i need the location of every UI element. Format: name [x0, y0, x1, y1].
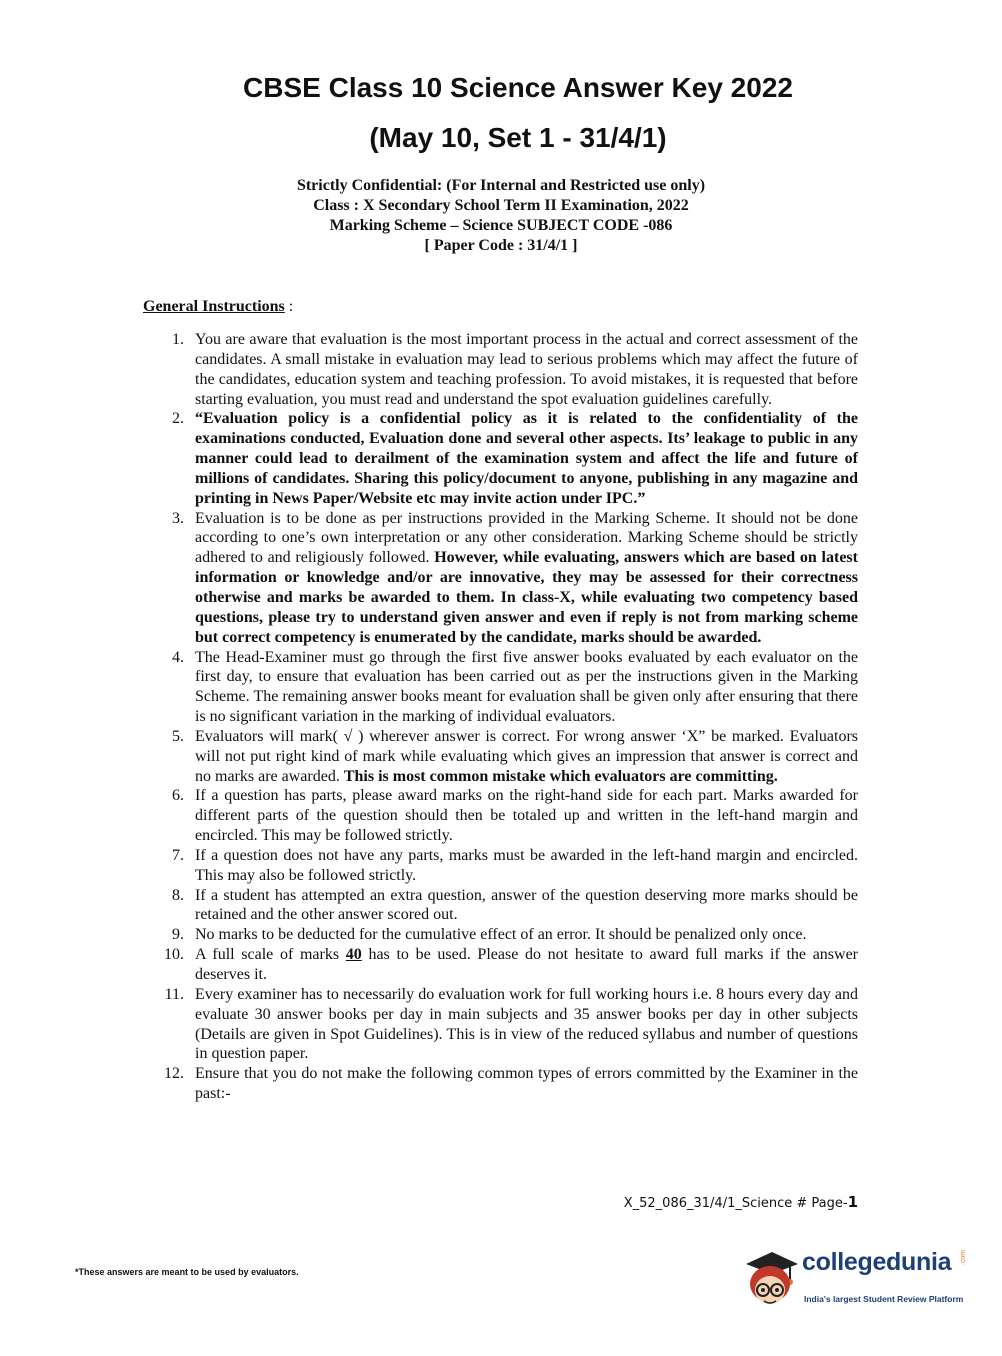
item-text: Evaluation is to be done as per instructions provided in the Marking Scheme. It should not be done according to one’s own interpretation or any other consideration. Marking Scheme should be strictly adhered to and religiously followed.	[195, 509, 858, 567]
item-text: has to be used. Please do not hesitate to award full marks if the answer deserves it.	[195, 946, 859, 983]
item-number: 3.	[172, 509, 184, 527]
item-text: You are aware that evaluation is the most important process in the actual and correct assessment of the candidates. A small mistake in evaluation may lead to serious problems which may affect the future of the candidates, education system and teaching profession. To avoid mistakes, it is requested that before starting evaluation, you must read and understand the spot evaluation guidelines carefully.	[195, 331, 858, 408]
logo-domain: .com	[960, 1249, 968, 1266]
class-line: Class : X Secondary School Term II Examination, 2022	[313, 197, 689, 214]
marking-scheme-header	[0, 176, 1002, 256]
item-number: 4.	[172, 648, 184, 666]
general-instructions-suffix: :	[284, 298, 294, 315]
instruction-item	[162, 945, 858, 985]
item-text: The Head-Examiner must go through the first five answer books evaluated by each evaluator on the first day, to ensure that evaluation has been carried out as per the instructions given in the Marking Scheme. The remaining answer books meant for evaluation shall be given only after ensuring that there is no significant variation in the marking of individual evaluators.	[195, 648, 858, 726]
item-number: 9.	[172, 926, 184, 944]
item-number: 2.	[172, 410, 184, 428]
item-text: If a question does not have any parts, marks must be awarded in the left-hand margin and encircled. This may also be followed strictly.	[195, 846, 858, 884]
item-text: Every examiner has to necessarily do evaluation work for full working hours i.e. 8 hours every day and evaluate 30 answer books per day in main subjects and 35 answer books per day in other subjects (Details are given in Spot Guidelines). This is in view of the reduced syllabus and number of questions in question paper.	[195, 985, 858, 1063]
instruction-item	[162, 409, 858, 508]
document-subtitle: (May 10, Set 1 - 31/4/1)	[369, 122, 667, 153]
item-number: 10.	[164, 946, 184, 964]
item-number: 12.	[164, 1065, 184, 1083]
instruction-item	[162, 509, 858, 648]
item-text: If a question has parts, please award marks on the right-hand side for each part. Marks awarded for different parts of the question should then be totaled up and written in the left-hand margin and encircled. This may be followed strictly.	[195, 787, 858, 845]
item-text-bold: This is most common mistake which evaluators are committing.	[343, 767, 778, 785]
document-title: CBSE Class 10 Science Answer Key 2022	[243, 72, 793, 103]
general-instructions-heading	[143, 298, 293, 316]
logo-tagline: India's largest Student Review Platform	[804, 1294, 964, 1304]
logo-wordmark: collegedunia	[802, 1248, 952, 1276]
instruction-item	[162, 985, 858, 1064]
page-label-prefix: X_52_086_31/4/1_Science # Page-	[623, 1196, 848, 1211]
full-marks-value: 40	[345, 946, 362, 964]
instruction-item	[162, 925, 858, 945]
instruction-item	[162, 330, 858, 409]
subject-code-line: Marking Scheme – Science SUBJECT CODE -086	[329, 217, 673, 234]
instruction-item	[162, 786, 858, 846]
item-text-bold: However, while evaluating, answers which are based on latest information or knowledge and/or are innovative, they may be assessed for their correctness otherwise and marks be awarded to them. In class-X, while evaluating two competency based questions, please try to understand given answer and even if reply is not from marking scheme but correct competency is enumerated by the candidate, marks should be awarded.	[195, 549, 858, 646]
general-instructions-label: General Instructions	[143, 298, 285, 315]
instruction-item	[162, 886, 858, 926]
footnote: *These answers are meant to be used by evaluators.	[75, 1267, 299, 1277]
item-text: No marks to be deducted for the cumulative effect of an error. It should be penalized only once.	[195, 926, 807, 944]
instruction-item	[162, 648, 858, 727]
item-number: 8.	[172, 886, 184, 904]
item-text: If a student has attempted an extra question, answer of the question deserving more marks should be retained and the other answer scored out.	[195, 886, 858, 924]
item-number: 6.	[172, 787, 184, 805]
page-number-label	[624, 1193, 858, 1211]
item-number: 5.	[172, 727, 184, 745]
instruction-item	[162, 1064, 858, 1104]
item-text: Ensure that you do not make the following common types of errors committed by the Examiner in the past:-	[195, 1065, 858, 1103]
item-text: A full scale of marks	[195, 946, 346, 964]
item-number: 7.	[172, 846, 184, 864]
item-number: 11.	[164, 985, 184, 1003]
confidential-line: Strictly Confidential: (For Internal and Restricted use only)	[296, 177, 706, 194]
instruction-item	[162, 727, 858, 787]
instruction-item	[162, 846, 858, 886]
page-number: 1	[847, 1193, 858, 1211]
instruction-list	[162, 330, 858, 1104]
item-text-bold: “Evaluation policy is a confidential policy as it is related to the confidentiality of the examinations conducted, Evaluation done and several other aspects. Its’ leakage to public in any manner could lead to derailment of the examination system and affect the life and future of millions of candidates. Sharing this policy/document to anyone, publishing in any magazine and printing in News Paper/Website etc may invite action under IPC.”	[195, 410, 858, 507]
item-number: 1.	[172, 331, 184, 348]
item-text: Evaluators will mark( √ ) wherever answer is correct. For wrong answer ‘X” be marked. Evaluators will not put right kind of mark while evaluating which gives an impression that answer is correct and no marks are awarded.	[195, 727, 858, 785]
collegedunia-logo	[742, 1246, 972, 1316]
paper-code-line: [ Paper Code : 31/4/1 ]	[424, 237, 578, 254]
mascot-icon	[742, 1246, 802, 1312]
